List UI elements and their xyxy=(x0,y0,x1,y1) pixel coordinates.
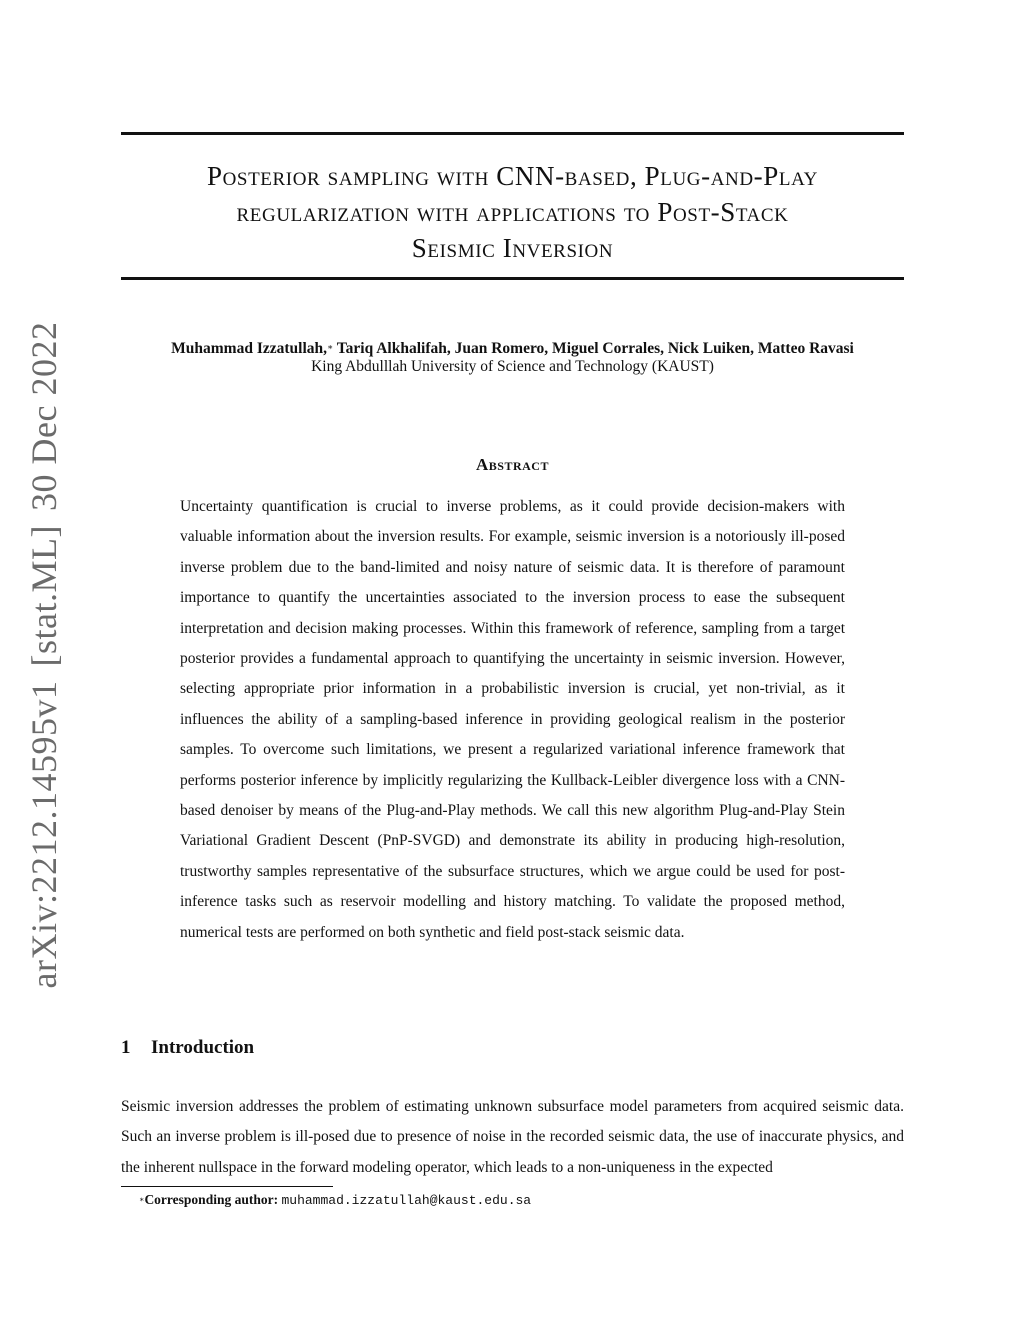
first-author: Muhammad Izzatullah, xyxy=(171,340,327,357)
title-rule-top xyxy=(121,132,904,135)
title-line-3: Seismic Inversion xyxy=(411,233,614,263)
section-title: Introduction xyxy=(151,1037,255,1058)
arxiv-date: 30 Dec 2022 xyxy=(24,321,64,512)
paper-title xyxy=(121,158,904,266)
footnote-label: Corresponding author: xyxy=(144,1192,279,1207)
introduction-text: Seismic inversion addresses the problem of estimating unknown subsurface model parameters from acquired seismic data. Such an inverse problem is ill-posed due to presence of noise in the recorded seismic data, the use of inaccurate physics, and the inherent nullspace in the forward modeling operator, which leads to a non-uniqueness in the expected xyxy=(121,1098,904,1176)
arxiv-id: arXiv:2212.14595v1 xyxy=(24,680,64,989)
arxiv-stamp xyxy=(23,322,65,989)
footnote-marker: ∗ xyxy=(139,1195,145,1204)
introduction-heading xyxy=(121,1037,254,1059)
abstract-text: Uncertainty quantification is crucial to inverse problems, as it could provide decision-makers with valuable information about the inversion results. For example, seismic inversion is a notoriously ill-posed inverse problem due to the band-limited and noisy nature of seismic data. It is therefore of paramount importance to quantify the uncertainties associated to the inversion process to ease the subsequent interpretation and decision making processes. Within this framework of reference, sampling from a target posterior provides a fundamental approach to quantifying the uncertainty in seismic inversion. However, selecting appropriate prior information in a probabilistic inversion is crucial, yet non-trivial, as it influences the ability of a sampling-based inference in providing geological realism in the posterior samples. To overcome such limitations, we present a regularized variational inference framework that performs posterior inference by implicitly regularizing the Kullback-Leibler divergence loss with a CNN-based denoiser by means of the Plug-and-Play methods. We call this new algorithm Plug-and-Play Stein Variational Gradient Descent (PnP-SVGD) and demonstrate its ability in producing high-resolution, trustworthy samples representative of the subsurface structures, which we argue could be used for post-inference tasks such as reservoir modelling and history matching. To validate the proposed method, numerical tests are performed on both synthetic and field post-stack seismic data. xyxy=(180,498,845,941)
title-rule-bottom xyxy=(121,277,904,280)
abstract-heading: Abstract xyxy=(476,455,549,474)
corresponding-author-marker: ∗ xyxy=(327,342,334,352)
corresponding-author-email[interactable]: muhammad.izzatullah@kaust.edu.sa xyxy=(281,1193,532,1208)
footnote xyxy=(139,1191,531,1210)
co-authors: Tariq Alkhalifah, Juan Romero, Miguel Corrales, Nick Luiken, Matteo Ravasi xyxy=(336,340,854,357)
title-line-2: regularization with applications to Post-Stack xyxy=(236,197,789,227)
section-number: 1 xyxy=(121,1037,131,1058)
footnote-rule xyxy=(121,1186,333,1187)
arxiv-category: [stat.ML] xyxy=(24,525,64,667)
author-list xyxy=(121,339,904,359)
title-line-1: Posterior sampling with CNN-based, Plug-and-Play xyxy=(207,161,818,191)
affiliation: King Abdulllah University of Science and Technology (KAUST) xyxy=(311,358,714,375)
